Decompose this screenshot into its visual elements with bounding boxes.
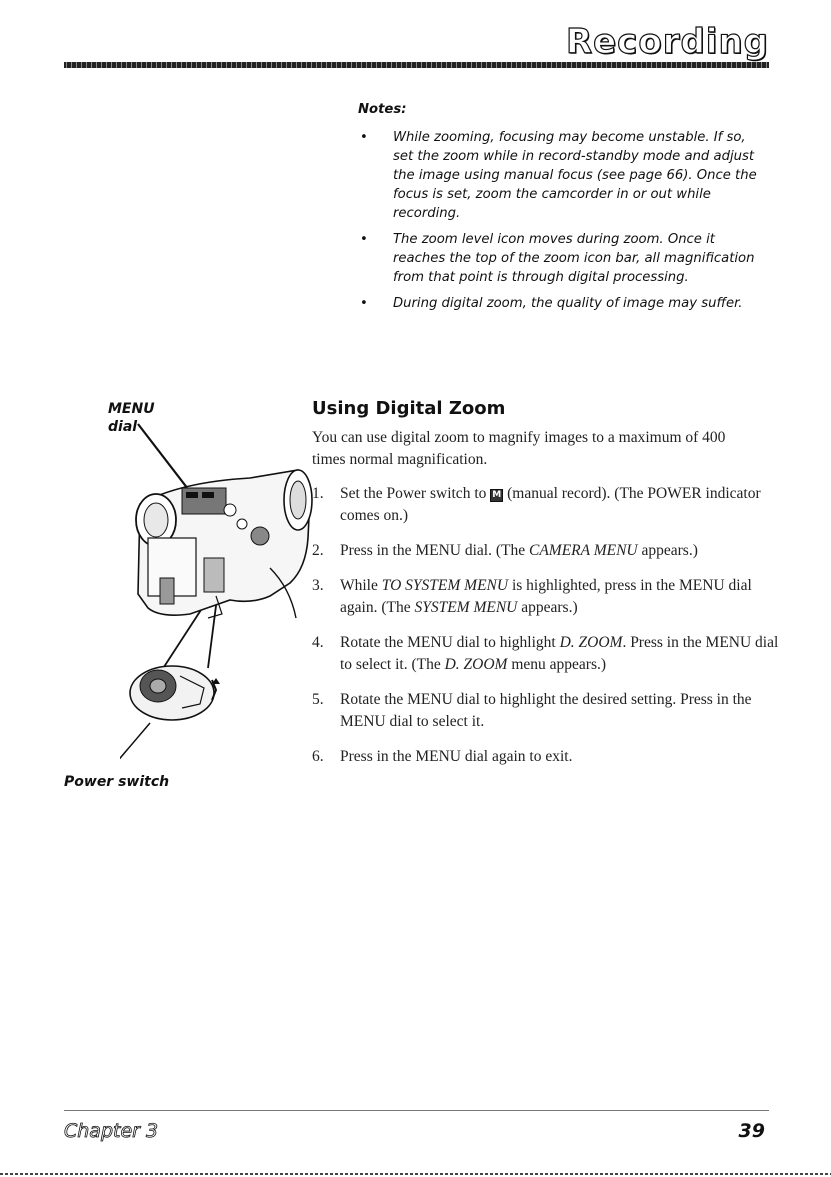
page-number: 39 <box>738 1120 765 1142</box>
camcorder-illustration <box>120 418 320 790</box>
footer-rule <box>64 1110 769 1111</box>
bottom-border <box>0 1173 831 1175</box>
step-item: 1. Set the Power switch to M (manual record). (The POWER indicator comes on.) <box>312 485 761 524</box>
section-heading: Using Digital Zoom <box>312 398 506 419</box>
step-item: 6. Press in the MENU dial again to exit. <box>312 748 573 765</box>
step-item: 3. While TO SYSTEM MENU is highlighted, press in the MENU dial again. (The SYSTEM MENU appears.) <box>312 577 752 616</box>
step-item: 4. Rotate the MENU dial to highlight D. ZOOM. Press in the MENU dial to select it. (The D. ZOOM menu appears.) <box>312 634 779 673</box>
header-rule <box>64 62 769 68</box>
manual-record-icon: M <box>490 489 503 502</box>
step-item: 5. Rotate the MENU dial to highlight the desired setting. Press in the MENU dial to select it. <box>312 691 752 730</box>
footer-chapter: Chapter 3 <box>64 1120 159 1142</box>
step-item: 2. Press in the MENU dial. (The CAMERA MENU appears.) <box>312 542 698 559</box>
notes-block <box>358 100 758 320</box>
power-switch-label: Power switch <box>64 774 170 790</box>
notes-heading: Notes: <box>358 102 407 117</box>
menu-dial-label: MENU dial <box>108 401 155 435</box>
note-item: • While zooming, focusing may become unstable. If so, set the zoom while in record-standby mode and adjust the image using manual focus (see page 66). Once the focus is set, zoom the camcorder in or out while recording. <box>360 130 757 221</box>
steps-list <box>312 483 782 781</box>
page-section-title: Recording <box>565 22 769 62</box>
note-item: • During digital zoom, the quality of image may suffer. <box>360 296 743 311</box>
section-intro: You can use digital zoom to magnify images to a maximum of 400 times normal magnification. <box>312 429 726 468</box>
note-item: • The zoom level icon moves during zoom. Once it reaches the top of the zoom icon bar, all magnification from that point is through digital processing. <box>360 232 755 285</box>
